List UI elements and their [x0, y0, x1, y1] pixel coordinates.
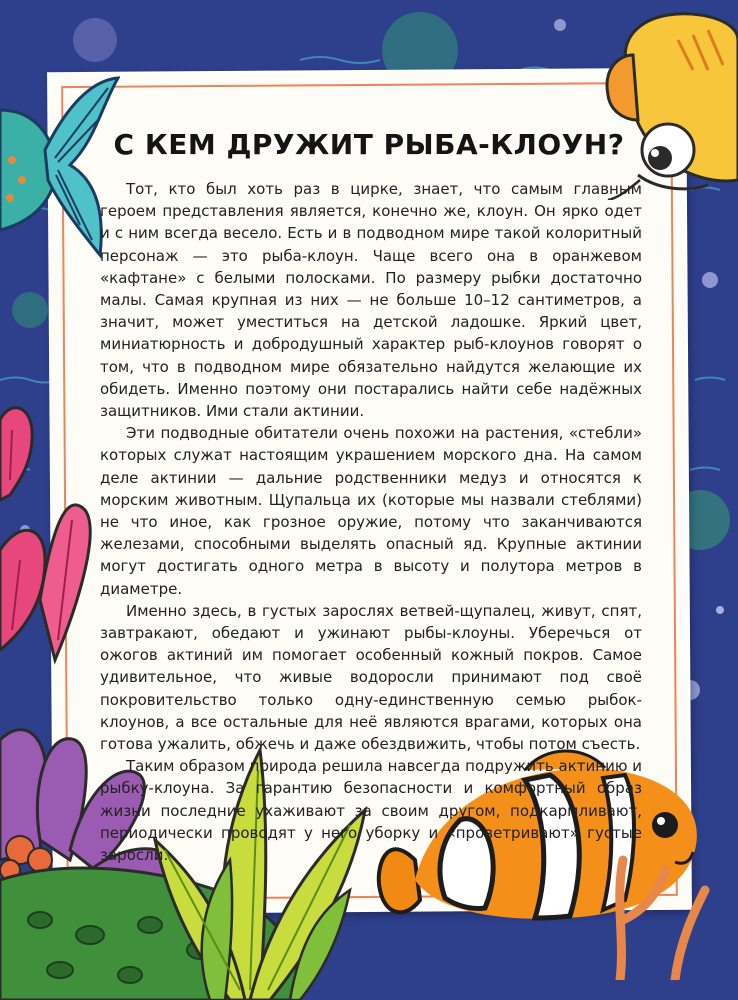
page-title: С КЕМ ДРУЖИТ РЫБА-КЛОУН? — [113, 128, 625, 161]
yellow-cartoon-fish-icon — [598, 0, 738, 200]
pink-coral-icon — [0, 400, 110, 690]
article-body — [100, 178, 642, 866]
paragraph-1: Тот, кто был хоть раз в цирке, знает, что самым главным героем представления является, конечно же, клоун. Он ярко одет и с ним всегда весело. Есть и в подводном мире такой колоритный персонаж — это рыба-клоун. Чаще всего она в оранжевом «кафтане» с белыми полосками. По размеру рыбки достаточно малы. Самая крупная из них — не больше 10–12 сантиметров, а значит, может уместиться на детской ладошке. Яркий цвет, миниатюрность и добродушный характер рыб-клоунов говорят о том, что в подводном мире обязательно найдутся желающие их обидеть. Именно поэтому они постарались найти себе надёжных защитников. Ими стали актинии. — [100, 180, 642, 421]
paragraph-3: Именно здесь, в густых зарослях ветвей-щупалец, живут, спят, завтракают, обедают и ужинают рыбы-клоуны. Уберечься от ожогов актиний им помогает особенный кожный покров. Самое удивительное, что живые водоросли принимают под своё покровительство только одну-единственную семью рыбок-клоунов, а все остальные для неё являются врагами, которых она готова ужалить, обжечь и даже обездвижить, чтобы потом съесть. — [100, 601, 642, 754]
paragraph-4: Таким образом природа решила навсегда подружить актинию и рыбку-клоуна. За гарантию безопасности и комфортный образ жизни последние ухаживают за своим другом, подкармливают, периодически проводят у него уборку и «проветривают» густые заросли. — [100, 757, 642, 865]
paragraph-2: Эти подводные обитатели очень похожи на растения, «стебли» которых служат настоящим украшением морского дна. На самом деле актинии — дальние родственники медуз и относятся к морским животным. Щупальца их (которые мы назвали стеблями) не что иное, как грозное оружие, потому что заканчиваются железами, способными выделять опасный яд. Крупные актинии могут достигать одного метра в высоту и полутора метров в диаметре. — [100, 424, 642, 598]
